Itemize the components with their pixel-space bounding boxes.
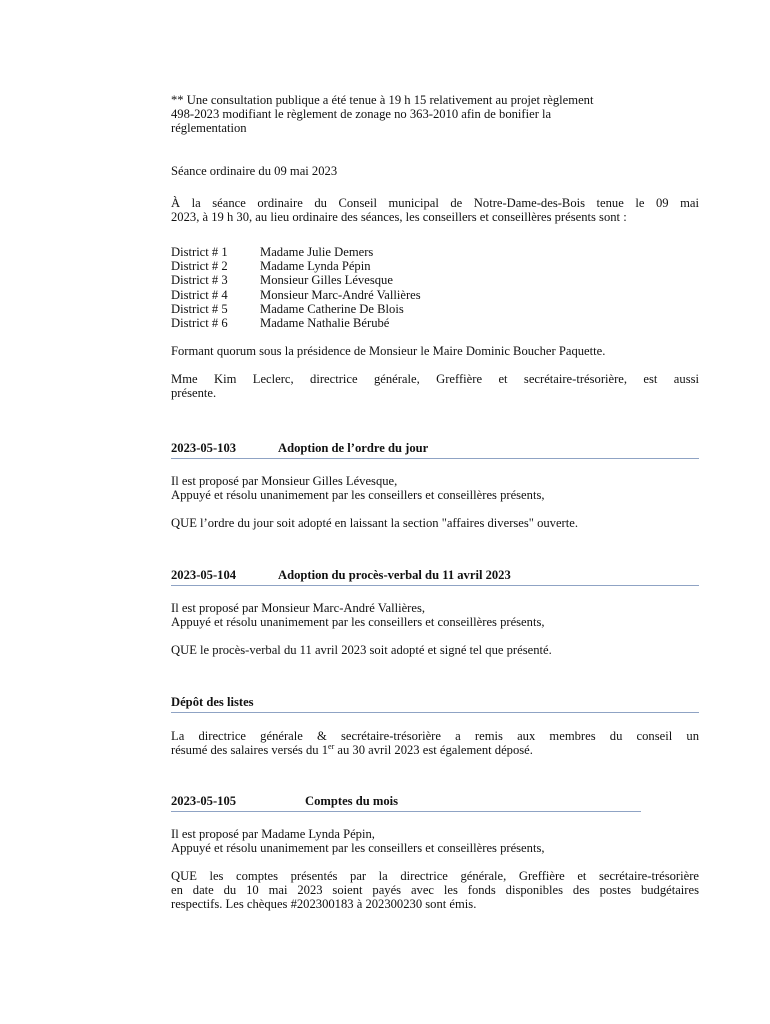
resolution-number: 2023-05-104	[171, 568, 237, 582]
roster-row	[171, 259, 421, 273]
intro-line: 2023, à 19 h 30, au lieu ordinaire des séances, les conseillers et conseillères présents sont :	[171, 210, 627, 225]
proposed-line: Il est proposé par Monsieur Marc-André Vallières,	[171, 601, 426, 615]
resolution-text-line: QUE les comptes présentés par la directrice générale, Greffière et secrétaire-trésorière	[171, 869, 699, 883]
resolution-104-body	[171, 601, 699, 629]
councillor-name: Madame Catherine De Blois	[260, 301, 404, 316]
ordinal-suffix: er	[328, 742, 335, 752]
consultation-note-line: réglementation	[171, 121, 247, 136]
roster-row	[171, 302, 421, 316]
session-title	[171, 164, 699, 178]
dg-present-line: Mme Kim Leclerc, directrice générale, Greffière et secrétaire-trésorière, est aussi	[171, 372, 699, 386]
seconded-line: Appuyé et résolu unanimement par les conseillers et conseillères présents,	[171, 841, 545, 856]
resolution-105-text	[171, 869, 699, 912]
consultation-note	[171, 93, 699, 136]
councillor-roster	[171, 245, 421, 330]
deposit-title: Dépôt des listes	[171, 695, 254, 709]
consultation-note-line: ** Une consultation publique a été tenue à 19 h 15 relativement au projet règlement	[171, 93, 594, 107]
councillor-name: Madame Julie Demers	[260, 245, 374, 259]
district-label: District # 2	[171, 259, 228, 274]
district-label: District # 1	[171, 245, 228, 259]
deposit-heading	[171, 695, 699, 713]
resolution-title: Adoption du procès-verbal du 11 avril 2023	[278, 568, 511, 582]
deposit-line	[171, 743, 699, 757]
councillor-name: Madame Nathalie Bérubé	[260, 315, 390, 330]
resolution-number: 2023-05-103	[171, 441, 237, 455]
deposit-line: La directrice générale & secrétaire-trésorière a remis aux membres du conseil un	[171, 729, 699, 743]
councillor-name: Monsieur Gilles Lévesque	[260, 273, 393, 288]
district-label: District # 6	[171, 315, 228, 330]
deposit-line-end: au 30 avril 2023 est également déposé.	[334, 743, 533, 758]
deposit-line-start: résumé des salaires versés du 1	[171, 743, 329, 758]
resolution-text: QUE l’ordre du jour soit adopté en laissant la section "affaires diverses" ouverte.	[171, 516, 578, 530]
district-label: District # 4	[171, 287, 228, 302]
resolution-103-body	[171, 474, 699, 502]
quorum-paragraph	[171, 344, 699, 358]
resolution-104-heading	[171, 568, 699, 586]
dg-present-paragraph	[171, 372, 699, 400]
district-label: District # 3	[171, 273, 228, 288]
district-label: District # 5	[171, 301, 228, 316]
resolution-105-heading	[171, 794, 641, 812]
roster-row	[171, 288, 421, 302]
roster-row	[171, 316, 421, 330]
quorum-text: Formant quorum sous la présidence de Monsieur le Maire Dominic Boucher Paquette.	[171, 344, 606, 358]
resolution-text: QUE le procès-verbal du 11 avril 2023 soit adopté et signé tel que présenté.	[171, 643, 552, 657]
intro-line: À la séance ordinaire du Conseil municipal de Notre-Dame-des-Bois tenue le 09 mai	[171, 196, 699, 210]
deposit-paragraph	[171, 729, 699, 757]
resolution-103-text	[171, 516, 699, 530]
resolution-text-line: respectifs. Les chèques #202300183 à 202300230 sont émis.	[171, 897, 477, 912]
seconded-line: Appuyé et résolu unanimement par les conseillers et conseillères présents,	[171, 615, 545, 630]
resolution-104-text	[171, 643, 699, 657]
roster-row	[171, 245, 421, 259]
resolution-title: Adoption de l’ordre du jour	[278, 441, 429, 455]
councillor-name: Madame Lynda Pépin	[260, 259, 371, 274]
resolution-number: 2023-05-105	[171, 794, 237, 808]
dg-present-line: présente.	[171, 386, 217, 401]
consultation-note-line: 498-2023 modifiant le règlement de zonage no 363-2010 afin de bonifier la	[171, 107, 552, 122]
resolution-title: Comptes du mois	[305, 794, 399, 808]
roster-row	[171, 273, 421, 287]
resolution-text-line: en date du 10 mai 2023 soient payés avec les fonds disponibles des postes budgétaires	[171, 883, 699, 898]
session-title-text: Séance ordinaire du 09 mai 2023	[171, 164, 338, 178]
councillor-name: Monsieur Marc-André Vallières	[260, 287, 421, 302]
intro-paragraph	[171, 196, 699, 224]
resolution-103-heading	[171, 441, 699, 459]
resolution-105-body	[171, 827, 699, 855]
proposed-line: Il est proposé par Madame Lynda Pépin,	[171, 827, 375, 841]
seconded-line: Appuyé et résolu unanimement par les conseillers et conseillères présents,	[171, 488, 545, 503]
proposed-line: Il est proposé par Monsieur Gilles Lévesque,	[171, 474, 398, 488]
